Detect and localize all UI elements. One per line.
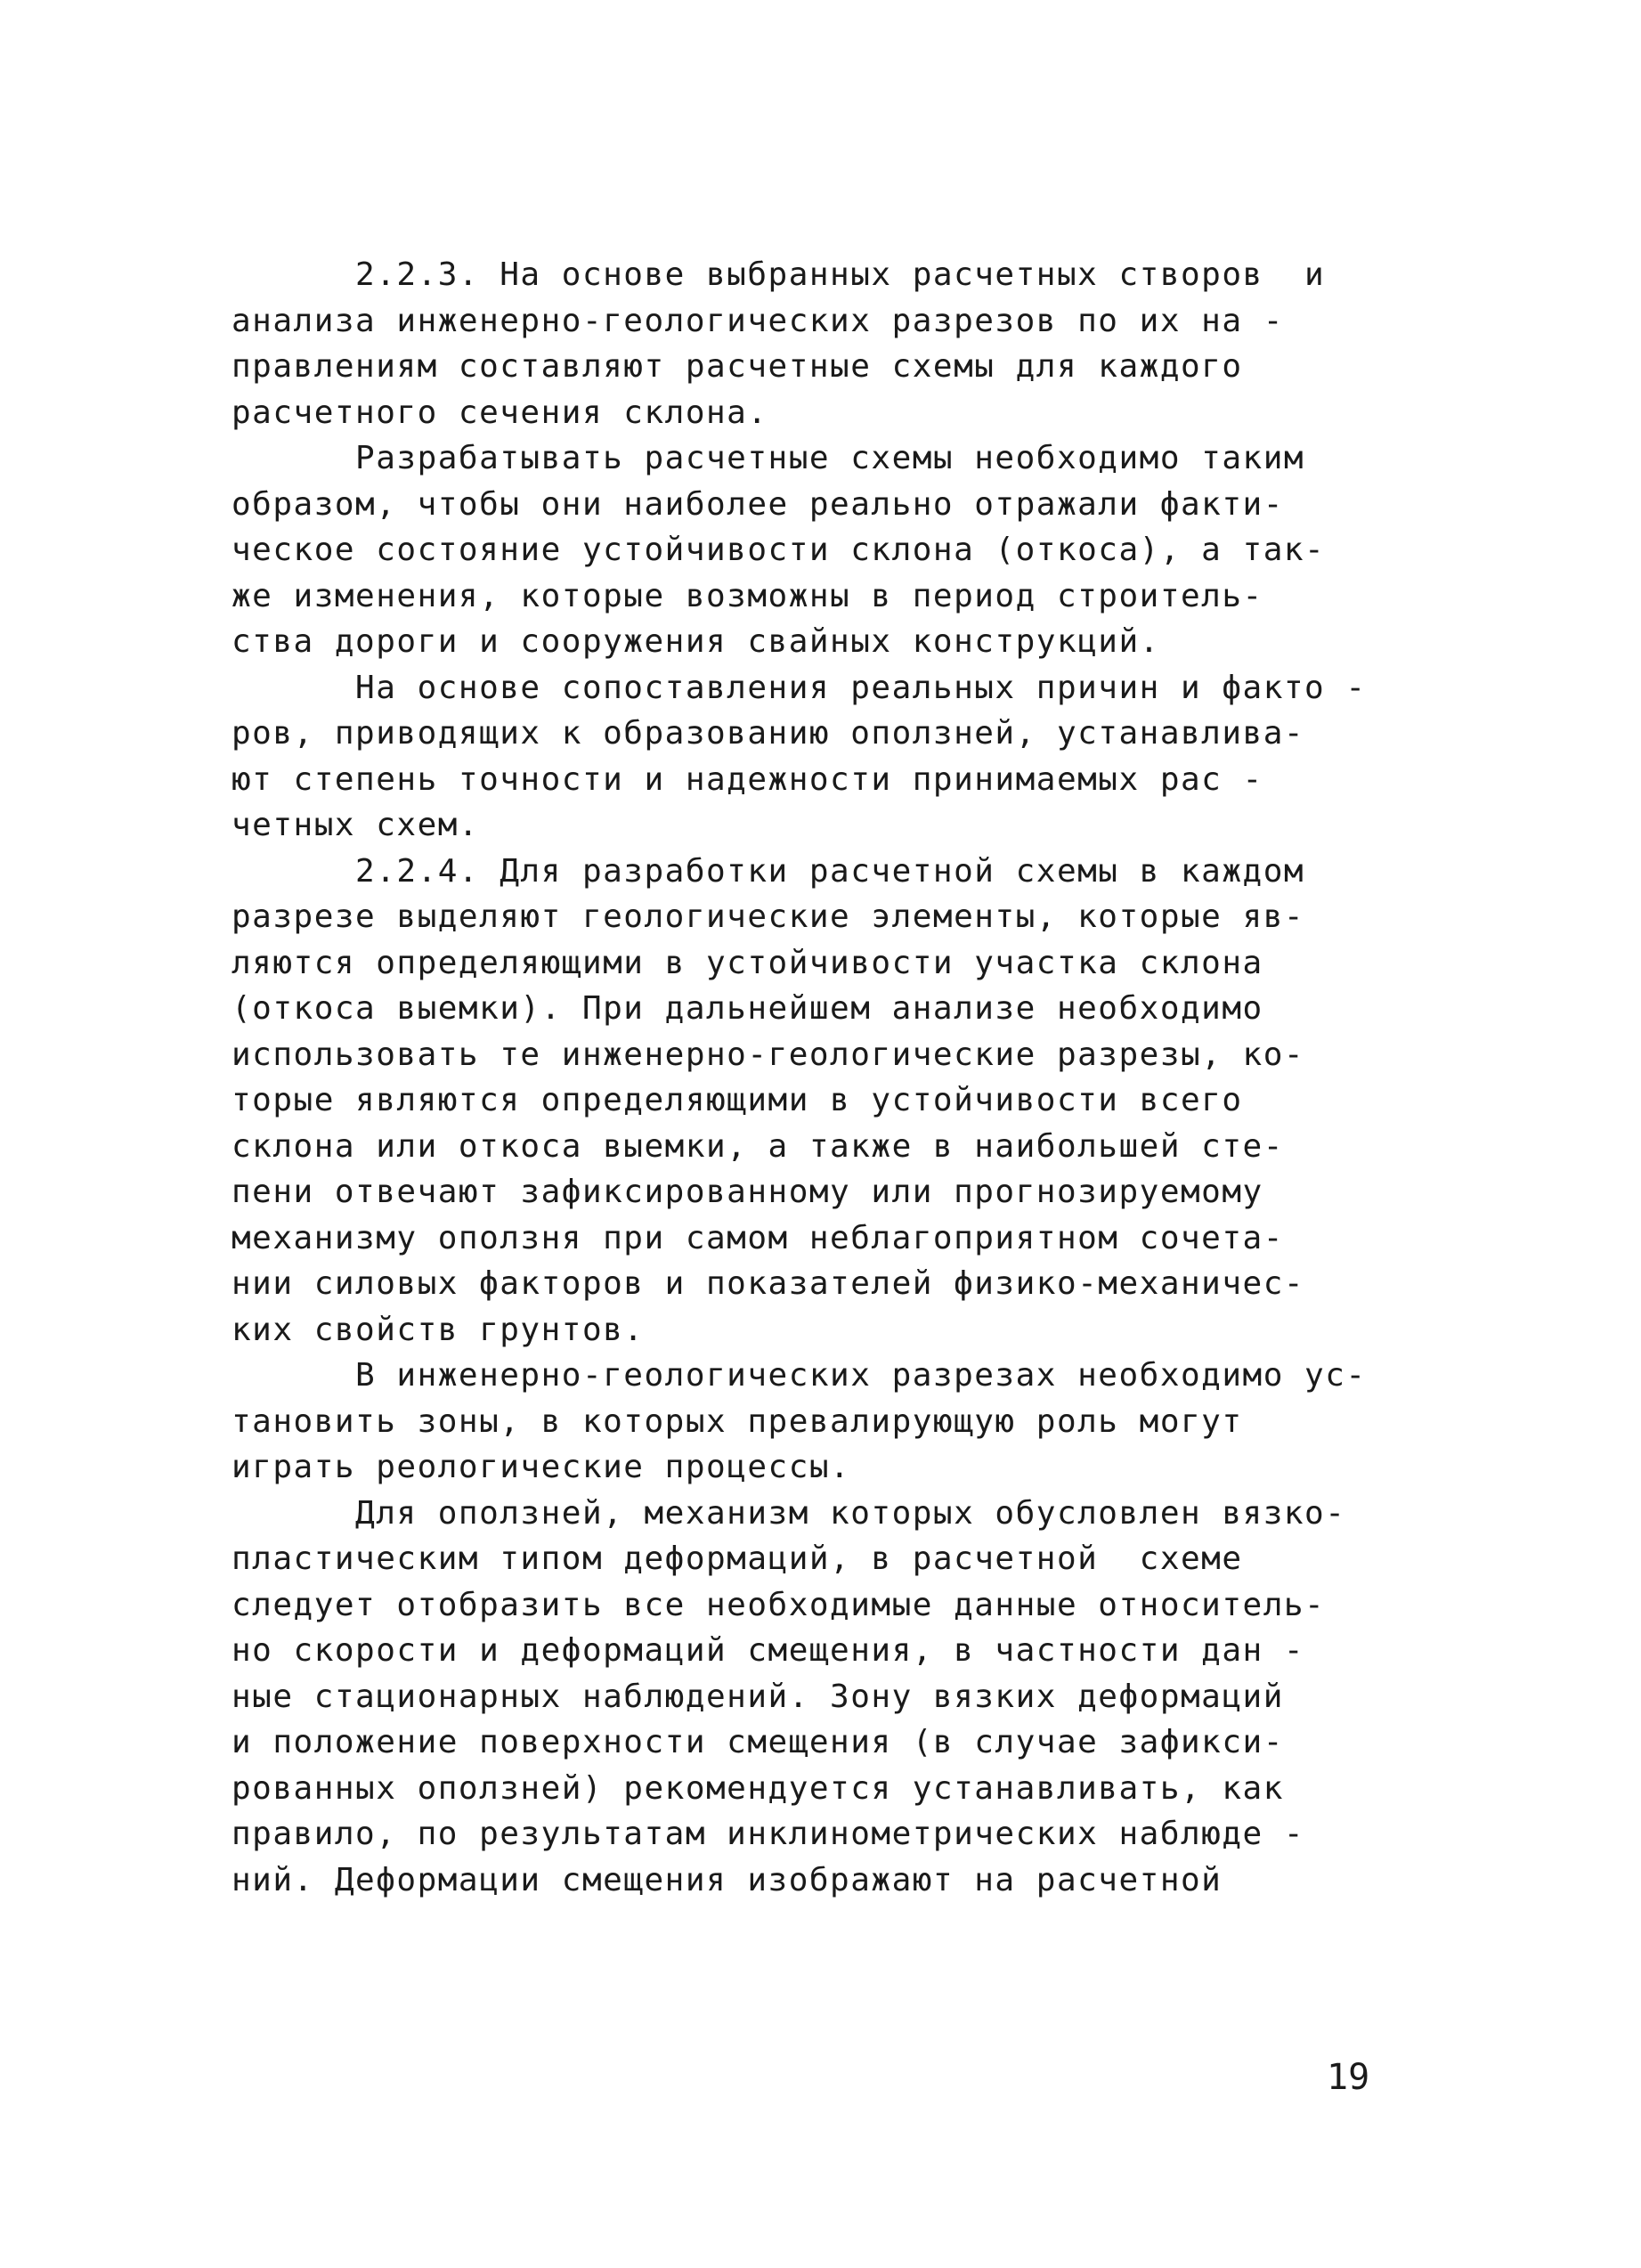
text-line: пластическим типом деформаций, в расчетной схеме — [232, 1540, 1243, 1577]
paragraph — [232, 665, 1389, 849]
paragraph — [232, 1491, 1389, 1904]
text-line: тановить зоны, в которых превалирующую роль могут — [232, 1402, 1243, 1440]
paragraph — [232, 252, 1389, 435]
text-line: склона или откоса выемки, а также в наибольшей сте- — [232, 1127, 1284, 1165]
text-line: ний. Деформации смещения изображают на расчетной — [232, 1861, 1223, 1898]
text-line: же изменения, которые возможны в период строитель- — [232, 577, 1263, 614]
text-line: ные стационарных наблюдений. Зону вязких деформаций — [232, 1678, 1284, 1715]
text-line: В инженерно-геологических разрезах необходимо ус- — [232, 1357, 1367, 1394]
text-line: ких свойств грунтов. — [232, 1311, 645, 1348]
text-line: 2.2.4. Для разработки расчетной схемы в каждом — [232, 852, 1305, 890]
text-line: ческое состояние устойчивости склона (откоса), а так- — [232, 532, 1326, 568]
text-line: четных схем. — [232, 807, 480, 843]
text-line: расчетного сечения склона. — [232, 394, 768, 431]
paragraph — [232, 849, 1389, 1353]
paragraph — [232, 1353, 1389, 1491]
text-line: следует отобразить все необходимые данные относитель- — [232, 1586, 1326, 1623]
text-line: торые являются определяющими в устойчивости всего — [232, 1082, 1243, 1118]
text-line: 2.2.3. На основе выбранных расчетных створов и — [232, 256, 1326, 293]
text-line: рованных оползней) рекомендуется устанавливать, как — [232, 1769, 1284, 1807]
page-number: 19 — [1327, 2057, 1370, 2098]
text-line: нии силовых факторов и показателей физико-механичес- — [232, 1265, 1305, 1302]
text-line: механизму оползня при самом неблагоприятном сочета- — [232, 1219, 1284, 1256]
text-line: правлениям составляют расчетные схемы для каждого — [232, 348, 1243, 385]
text-line: и положение поверхности смещения (в случае зафикси- — [232, 1724, 1284, 1760]
text-line: использовать те инженерно-геологические разрезы, ко- — [232, 1036, 1305, 1073]
text-line: анализа инженерно-геологических разрезов по их на - — [232, 302, 1284, 339]
text-line: Разрабатывать расчетные схемы необходимо таким — [232, 440, 1305, 476]
text-line: играть реологические процессы. — [232, 1449, 851, 1485]
text-line: ства дороги и сооружения свайных конструкций. — [232, 623, 1160, 660]
text-line: ют степень точности и надежности принимаемых рас - — [232, 760, 1263, 798]
text-line: пени отвечают зафиксированному или прогнозируемому — [232, 1174, 1263, 1210]
text-line: ров, приводящих к образованию оползней, устанавлива- — [232, 715, 1305, 752]
paragraph — [232, 435, 1389, 665]
text-line: На основе сопоставления реальных причин и факто - — [232, 669, 1367, 706]
text-line: но скорости и деформаций смещения, в частности дан - — [232, 1632, 1305, 1669]
text-line: (откоса выемки). При дальнейшем анализе необходимо — [232, 990, 1263, 1027]
body-text — [232, 252, 1389, 1903]
text-line: образом, чтобы они наиболее реально отражали факти- — [232, 485, 1284, 523]
text-line: ляются определяющими в устойчивости участка склона — [232, 944, 1263, 981]
text-line: правило, по результатам инклинометрических наблюде - — [232, 1816, 1305, 1852]
text-line: Для оползней, механизм которых обусловлен вязко- — [232, 1494, 1346, 1532]
text-line: разрезе выделяют геологические элементы, которые яв- — [232, 898, 1305, 935]
